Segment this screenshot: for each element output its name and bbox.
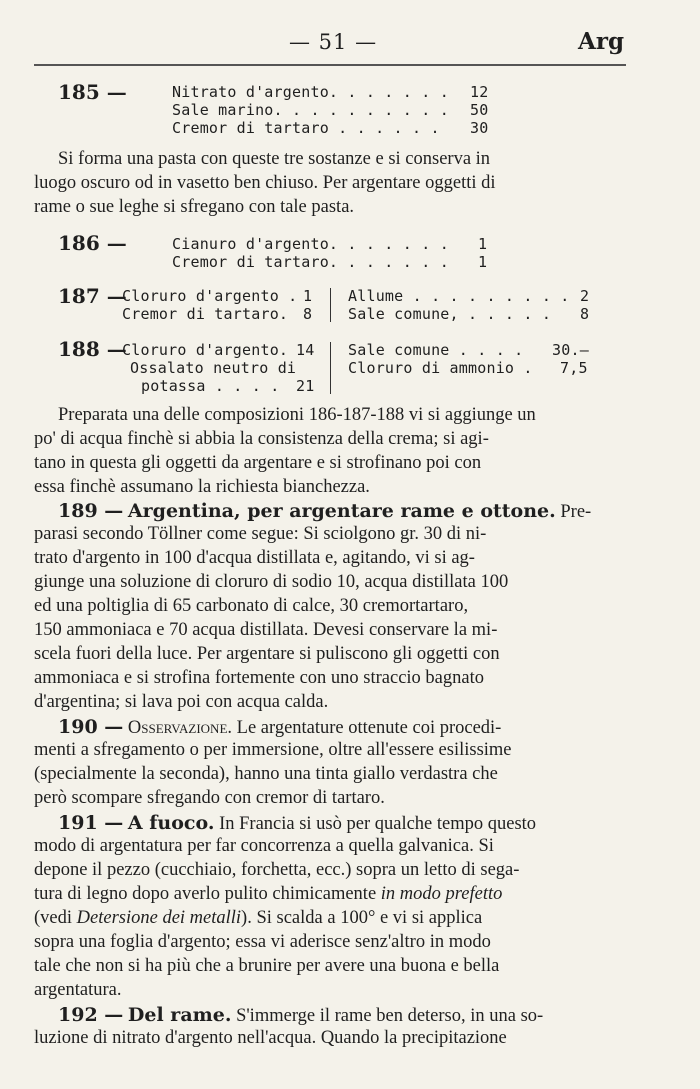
recipe-185-item: Sale marino. . . . . . . . . . — [172, 101, 449, 119]
recipe-188-qty: 7,5 — [560, 359, 588, 377]
line-text: ). Si scalda a 100° e vi si applica — [241, 908, 483, 928]
recipe-187-item: Cloruro d'argento . — [122, 287, 298, 305]
recipe-185-qty: 50 — [470, 101, 489, 119]
paragraph-line: Si forma una pasta con queste tre sostanze e si conserva in — [58, 149, 491, 169]
recipe-185-qty: 30 — [470, 119, 489, 137]
paragraph-line — [34, 884, 502, 905]
paragraph-line: 150 ammoniaca e 70 acqua distillata. Devesi conservare la mi- — [34, 620, 498, 640]
column-divider — [330, 342, 331, 394]
paragraph-line: tano in questa gli oggetti da argentare e si strofinano poi con — [34, 453, 482, 473]
recipe-187-qty: 8 — [303, 305, 313, 323]
paragraph-line: (specialmente la seconda), hanno una tinta giallo verdastra che — [34, 764, 498, 784]
section-192-text: S'immerge il rame ben deterso, in una so- — [236, 1006, 544, 1026]
line-text: tura di legno dopo averlo pulito chimicamente — [34, 884, 377, 904]
recipe-188-qty: 30.— — [552, 341, 589, 359]
paragraph-line: essa finchè assumano la richiesta bianchezza. — [34, 477, 370, 497]
recipe-188-qty: 21 — [296, 377, 315, 395]
recipe-186-item: Cremor di tartaro. . . . . . . — [172, 253, 449, 271]
section-189-number: 189 — — [58, 500, 124, 522]
italic-reference: Detersione dei metalli — [76, 908, 242, 928]
paragraph-line — [34, 908, 482, 929]
line-text: (vedi — [34, 908, 73, 928]
recipe-185-item: Nitrato d'argento. . . . . . . — [172, 83, 449, 101]
section-189-first-line — [58, 500, 591, 523]
recipe-188-item: Sale comune . . . . — [348, 341, 524, 359]
paragraph-line: luogo oscuro od in vasetto ben chiuso. Per argentare oggetti di — [34, 173, 496, 193]
paragraph-line: d'argentina; si lava poi con acqua calda. — [34, 692, 329, 712]
section-191-number: 191 — — [58, 812, 124, 834]
section-191-text: In Francia si usò per qualche tempo questo — [219, 814, 537, 834]
paragraph-line: parasi secondo Töllner come segue: Si sciolgono gr. 30 di ni- — [34, 524, 487, 544]
recipe-187-qty: 2 — [580, 287, 590, 305]
recipe-188-item: Cloruro di ammonio . — [348, 359, 533, 377]
paragraph-line: menti a sfregamento o per immersione, oltre all'essere esilissime — [34, 740, 512, 760]
recipe-187-item: Allume . . . . . . . . . — [348, 287, 570, 305]
section-190-first-line — [58, 716, 501, 739]
recipe-186-number: 186 — — [58, 231, 127, 255]
section-189-text: Pre- — [560, 502, 592, 522]
recipe-186-qty: 1 — [478, 235, 488, 253]
section-192-first-line — [58, 1004, 543, 1027]
paragraph-line: però scompare sfregando con cremor di tartaro. — [34, 788, 385, 808]
recipe-187-qty: 1 — [303, 287, 313, 305]
section-192-number: 192 — — [58, 1004, 124, 1026]
recipe-185-item: Cremor di tartaro . . . . . . — [172, 119, 440, 137]
recipe-187-item: Sale comune, . . . . . — [348, 305, 552, 323]
paragraph-line: sopra una foglia d'argento; essa vi aderisce senz'altro in modo — [34, 932, 491, 952]
paragraph-line: luzione di nitrato d'argento nell'acqua. Quando la precipitazione — [34, 1028, 507, 1048]
paragraph-line: trato d'argento in 100 d'acqua distillata e, agitando, vi si ag- — [34, 548, 475, 568]
recipe-186-qty: 1 — [478, 253, 488, 271]
paragraph-line: giunge una soluzione di cloruro di sodio 10, acqua distillata 100 — [34, 572, 509, 592]
paragraph-line: po' di acqua finchè si abbia la consistenza della crema; si agi- — [34, 429, 489, 449]
section-190-text: Le argentature ottenute coi procedi- — [236, 718, 502, 738]
section-192-heading: Del rame. — [127, 1004, 232, 1026]
column-divider — [330, 288, 331, 322]
paragraph-line: rame o sue leghe si sfregano con tale pasta. — [34, 197, 355, 217]
paragraph-line: modo di argentatura per far concorrenza a quella galvanica. Si — [34, 836, 494, 856]
recipe-187-number: 187 — — [58, 284, 127, 308]
recipe-188-qty: 14 — [296, 341, 315, 359]
italic-phrase: in modo prefetto — [380, 884, 503, 904]
recipe-185-number: 185 — — [58, 80, 127, 104]
paragraph-line: depone il pezzo (cucchiaio, forchetta, ecc.) sopra un letto di sega- — [34, 860, 520, 880]
recipe-187-qty: 8 — [580, 305, 590, 323]
paragraph-line: argentatura. — [34, 980, 122, 1000]
recipe-188-number: 188 — — [58, 337, 127, 361]
recipe-188-item: Ossalato neutro di — [130, 359, 297, 377]
recipe-185-qty: 12 — [470, 83, 489, 101]
recipe-186-item: Cianuro d'argento. . . . . . . — [172, 235, 449, 253]
paragraph-line: ammoniaca e si strofina fortemente con uno straccio bagnato — [34, 668, 484, 688]
section-189-heading: Argentina, per argentare rame e ottone. — [127, 500, 556, 522]
recipe-187-item: Cremor di tartaro. — [122, 305, 289, 323]
paragraph-line: Preparata una delle composizioni 186-187-188 vi si aggiunge un — [58, 405, 536, 425]
header-rule — [34, 64, 626, 66]
paragraph-line: tale che non si ha più che a brunire per avere una buona e bella — [34, 956, 500, 976]
page-number: — 51 — — [289, 30, 378, 54]
section-190-number: 190 — — [58, 716, 124, 738]
paragraph-line: scela fuori della luce. Per argentare si puliscono gli oggetti con — [34, 644, 500, 664]
section-191-heading: A fuoco. — [127, 812, 215, 834]
running-head: Arg — [578, 28, 625, 55]
section-190-heading: Osservazione. — [127, 718, 233, 738]
recipe-188-item: potassa . . . . — [141, 377, 280, 395]
paragraph-line: ed una poltiglia di 65 carbonato di calce, 30 cremortartaro, — [34, 596, 469, 616]
section-191-first-line — [58, 812, 536, 835]
recipe-188-item: Cloruro d'argento. — [122, 341, 289, 359]
